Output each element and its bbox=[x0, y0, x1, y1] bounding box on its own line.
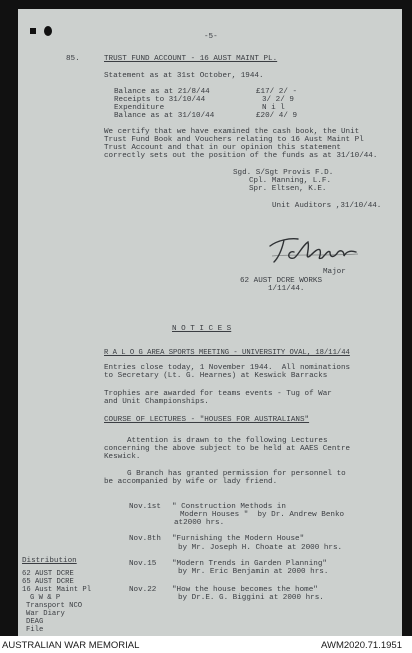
lectures-heading: COURSE OF LECTURES - "HOUSES FOR AUSTRALIANS" bbox=[104, 416, 310, 424]
ledger-label: Balance as at 21/8/44 bbox=[114, 88, 210, 96]
certify-line: Trust Account and that in our opinion this statement bbox=[104, 144, 341, 152]
ledger-amount: 3/ 2/ 9 bbox=[262, 96, 294, 104]
entries-line: Entries close today, 1 November 1944. All nominations bbox=[104, 364, 351, 372]
ledger-label: Expenditure bbox=[114, 104, 165, 112]
credit-accession: AWM2020.71.1951 bbox=[321, 640, 402, 651]
lecture-line: by Dr.E. G. Biggini at 2000 hrs. bbox=[178, 594, 324, 602]
ledger-amount: £17/ 2/ - bbox=[256, 88, 298, 96]
permission-line: be accompanied by wife or lady friend. bbox=[104, 478, 278, 486]
trophies-line: and Unit Championships. bbox=[104, 398, 209, 406]
signatory-unit: 62 AUST DCRE WORKS bbox=[240, 277, 323, 285]
lecture-date: Nov.22 bbox=[129, 586, 157, 594]
lecture-line: "How the house becomes the home" bbox=[172, 586, 318, 594]
distribution-item: 65 AUST DCRE bbox=[22, 578, 74, 586]
punch-hole bbox=[44, 26, 52, 36]
notices-title: N O T I C E S bbox=[172, 325, 232, 333]
attention-line: Attention is drawn to the following Lectures bbox=[127, 437, 328, 445]
trophies-line: Trophies are awarded for teams events - Tug of War bbox=[104, 390, 332, 398]
punch-hole bbox=[30, 28, 36, 34]
entries-line: to Secretary (Lt. G. Hearnes) at Keswick Barracks bbox=[104, 372, 328, 380]
lecture-line: Modern Houses " by Dr. Andrew Benko bbox=[180, 511, 345, 519]
signatory: Sgd. S/Sgt Provis F.D. bbox=[233, 169, 334, 177]
distribution-item: DEAG bbox=[26, 618, 44, 626]
lecture-date: Nov.15 bbox=[129, 560, 157, 568]
credit-source: AUSTRALIAN WAR MEMORIAL bbox=[2, 640, 140, 651]
certify-line: Trust Fund Book and Vouchers relating to 16 Aust Maint Pl bbox=[104, 136, 364, 144]
credit-bar bbox=[0, 636, 412, 653]
ledger-amount: £20/ 4/ 9 bbox=[256, 112, 298, 120]
ledger-label: Balance as at 31/10/44 bbox=[114, 112, 215, 120]
sports-heading: R A L O G AREA SPORTS MEETING - UNIVERSITY OVAL, 18/11/44 bbox=[104, 349, 350, 357]
distribution-item: Transport NCO bbox=[26, 602, 83, 610]
distribution-item: 62 AUST DCRE bbox=[22, 570, 74, 578]
certify-line: correctly sets out the position of the funds as at 31/10/44. bbox=[104, 152, 378, 160]
signatory: Spr. Eltsen, K.E. bbox=[249, 185, 327, 193]
distribution-item: G W & P bbox=[30, 594, 61, 602]
page-number: -5- bbox=[204, 33, 218, 41]
statement-date: Statement as at 31st October, 1944. bbox=[104, 72, 264, 80]
distribution-title: Distribution bbox=[22, 557, 77, 565]
ledger-amount: N i l bbox=[262, 104, 285, 112]
distribution-item: War Diary bbox=[26, 610, 65, 618]
certify-line: We certify that we have examined the cash book, the Unit bbox=[104, 128, 360, 136]
attention-line: concerning the above subject to be held at AAES Centre bbox=[104, 445, 351, 453]
signatory-rank: Major bbox=[323, 268, 346, 276]
lecture-line: " Construction Methods in bbox=[172, 503, 286, 511]
distribution-item: File bbox=[26, 626, 44, 634]
signature-date: 1/11/44. bbox=[268, 285, 305, 293]
lecture-date: Nov.8th bbox=[129, 535, 161, 543]
attention-line: Keswick. bbox=[104, 453, 141, 461]
lecture-line: by Mr. Eric Benjamin at 2000 hrs. bbox=[178, 568, 329, 576]
lecture-line: by Mr. Joseph H. Choate at 2000 hrs. bbox=[178, 544, 343, 552]
lecture-line: at2000 hrs. bbox=[174, 519, 225, 527]
ledger-label: Receipts to 31/10/44 bbox=[114, 96, 206, 104]
lecture-line: "Modern Trends in Garden Planning" bbox=[172, 560, 327, 568]
lecture-date: Nov.1st bbox=[129, 503, 161, 511]
trust-fund-heading: TRUST FUND ACCOUNT - 16 AUST MAINT PL. bbox=[104, 55, 278, 63]
signatory: Cpl. Manning, L.F. bbox=[249, 177, 332, 185]
distribution-item: 16 Aust Maint Pl bbox=[22, 586, 92, 594]
permission-line: G Branch has granted permission for personnel to bbox=[127, 470, 346, 478]
paragraph-number: 85. bbox=[66, 55, 80, 63]
auditors-line: Unit Auditors ,31/10/44. bbox=[272, 202, 382, 210]
handwritten-signature bbox=[264, 230, 364, 270]
lecture-line: "Furnishing the Modern House" bbox=[172, 535, 305, 543]
